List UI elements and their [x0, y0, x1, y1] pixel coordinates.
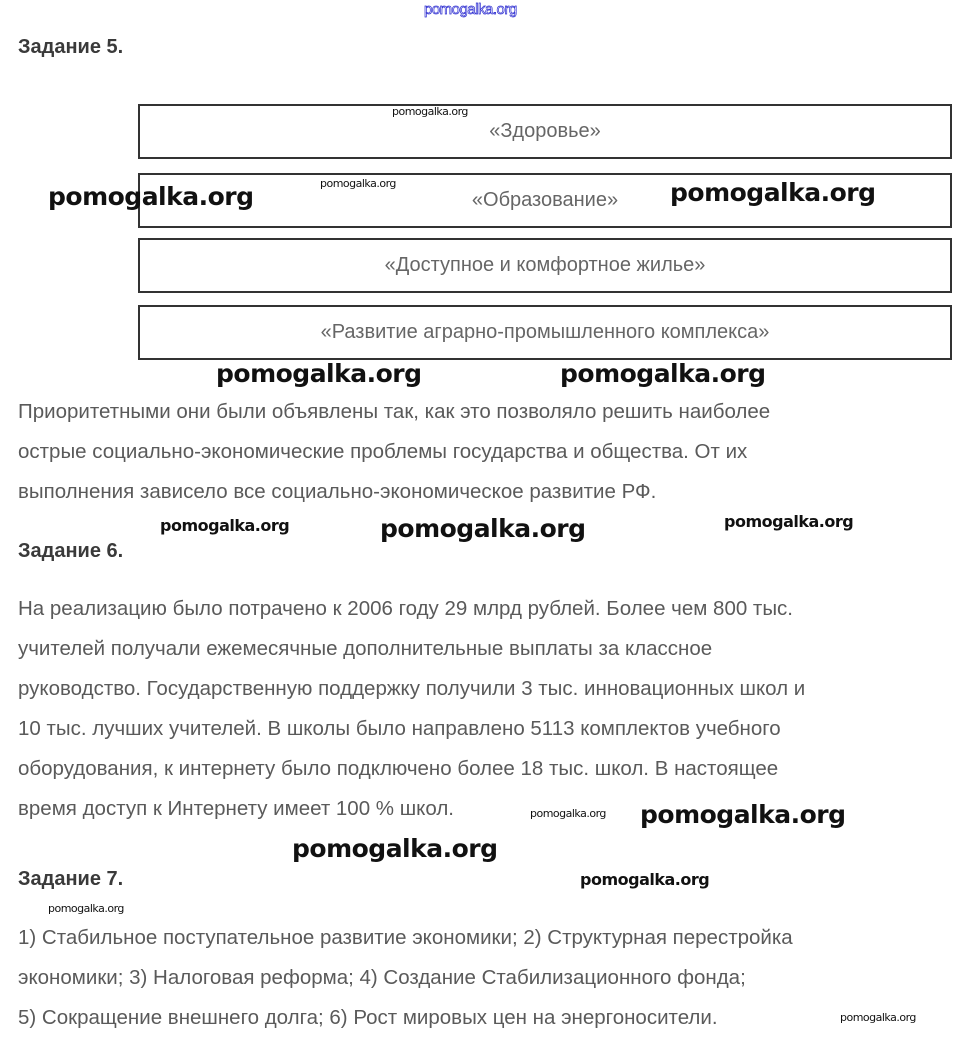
watermark: pomogalka.org — [670, 178, 876, 207]
text-line: 1) Стабильное поступательное развитие экономики; 2) Структурная перестройка — [18, 926, 793, 949]
priority-box-housing: «Доступное и комфортное жилье» — [138, 238, 952, 293]
watermark: pomogalka.org — [160, 516, 290, 535]
text-line: На реализацию было потрачено к 2006 году 29 млрд рублей. Более чем 800 тыс. — [18, 597, 794, 620]
task6-heading: Задание 6. — [18, 540, 124, 562]
priority-box-health: «Здоровье» — [138, 104, 952, 159]
text-line: экономики; 3) Налоговая реформа; 4) Создание Стабилизационного фонда; — [18, 966, 746, 989]
task5-text — [18, 392, 770, 512]
watermark: pomogalka.org — [530, 807, 606, 820]
task6-text — [18, 589, 805, 829]
text-line: 5) Сокращение внешнего долга; 6) Рост мировых цен на энергоносители. — [18, 1006, 718, 1029]
watermark: pomogalka.org — [392, 105, 468, 118]
watermark: pomogalka.org — [580, 870, 710, 889]
watermark: pomogalka.org — [840, 1011, 916, 1024]
watermark: pomogalka.org — [48, 902, 124, 915]
text-line: учителей получали ежемесячные дополнительные выплаты за классное — [18, 637, 713, 660]
text-line: 10 тыс. лучших учителей. В школы было направлено 5113 комплектов учебного — [18, 717, 781, 740]
watermark: pomogalka.org — [320, 177, 396, 190]
watermark-top: pomogalka.org — [424, 1, 517, 18]
text-line: время доступ к Интернету имеет 100 % школ. — [18, 797, 454, 820]
priority-box-education: «Образование» — [138, 173, 952, 228]
text-line: острые социально-экономические проблемы государства и общества. От их — [18, 440, 748, 463]
text-line: руководство. Государственную поддержку получили 3 тыс. инновационных школ и — [18, 677, 806, 700]
watermark: pomogalka.org — [380, 514, 586, 543]
watermark: pomogalka.org — [640, 800, 846, 829]
task7-heading: Задание 7. — [18, 868, 124, 890]
text-line: Приоритетными они были объявлены так, как это позволяло решить наиболее — [18, 400, 771, 423]
text-line: выполнения зависело все социально-экономическое развитие РФ. — [18, 480, 657, 503]
text-line: оборудования, к интернету было подключено более 18 тыс. школ. В настоящее — [18, 757, 779, 780]
watermark: pomogalka.org — [560, 359, 766, 388]
watermark: pomogalka.org — [292, 834, 498, 863]
task7-text — [18, 918, 793, 1038]
watermark: pomogalka.org — [216, 359, 422, 388]
task5-heading: Задание 5. — [18, 36, 124, 58]
watermark: pomogalka.org — [48, 182, 254, 211]
priority-box-agro: «Развитие аграрно-промышленного комплекса» — [138, 305, 952, 360]
watermark: pomogalka.org — [724, 512, 854, 531]
